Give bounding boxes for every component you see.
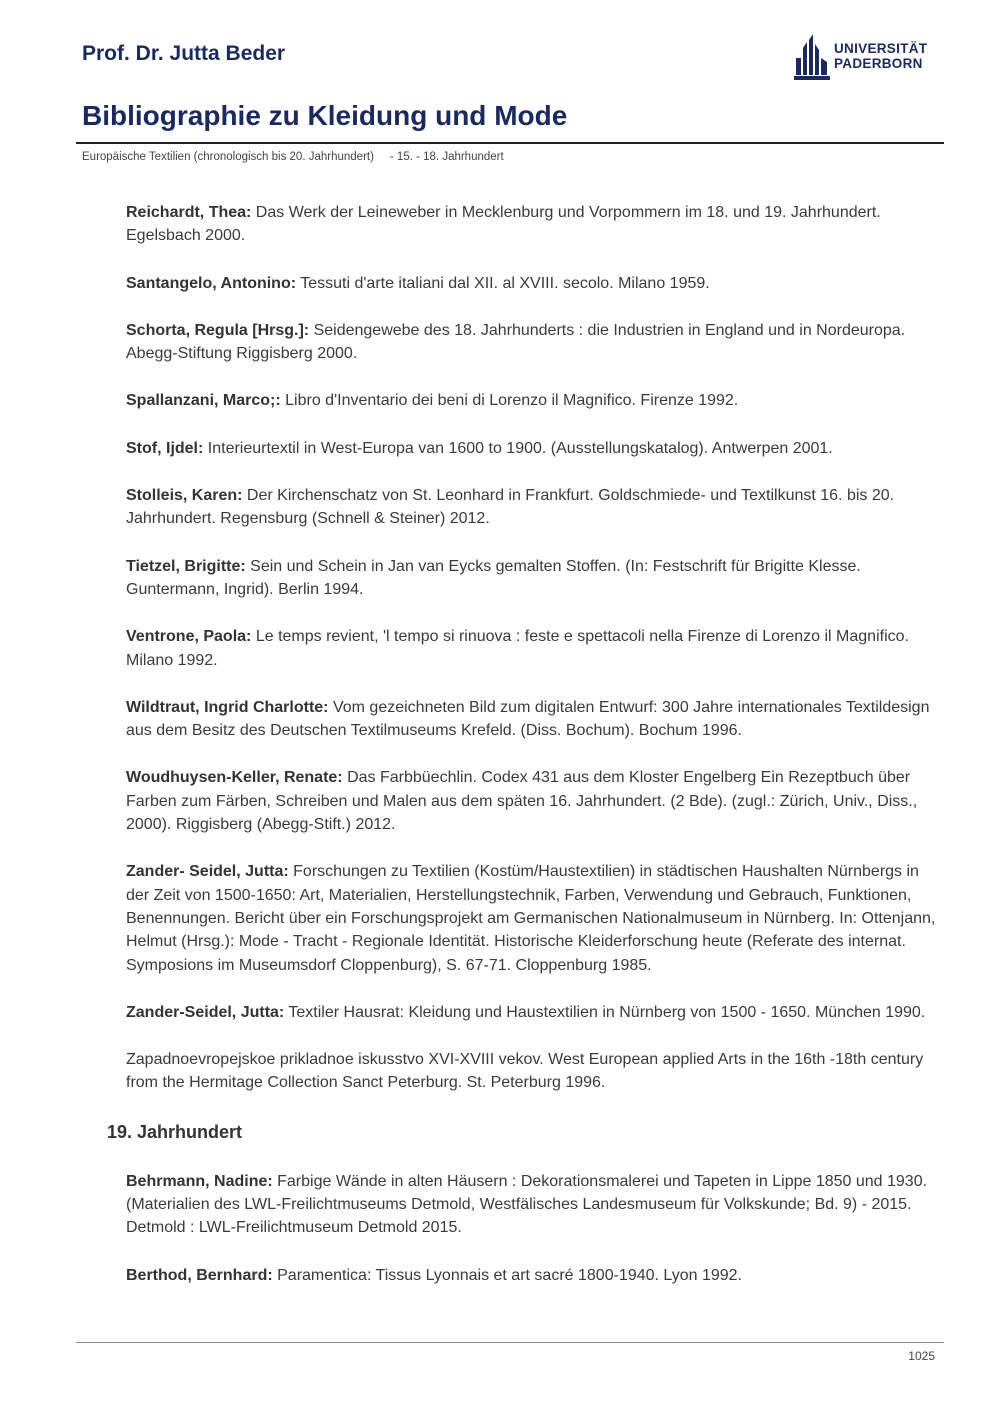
bibliography-entry	[126, 389, 941, 412]
bibliography-entry	[126, 437, 941, 460]
entry-author: Santangelo, Antonino:	[126, 274, 297, 292]
entry-text: Zapadnoevropejskoe prikladnoe iskusstvo XVI-XVIII vekov. West European applied Arts in the 16th -18th century from the Hermitage Collection Sanct Peterburg. St. Peterburg 1996.	[126, 1051, 924, 1092]
entry-text: Paramentica: Tissus Lyonnais et art sacré 1800-1940. Lyon 1992.	[272, 1266, 742, 1284]
author-name: Prof. Dr. Jutta Beder	[82, 42, 286, 65]
entry-text: Seidengewebe des 18. Jahrhunderts : die Industrien in England und in Nordeuropa. Abegg-Stiftung Riggisberg 2000.	[126, 321, 906, 363]
bibliography-entry	[126, 860, 941, 976]
entry-author: Zander-Seidel, Jutta:	[126, 1003, 285, 1021]
document-title: Bibliographie zu Kleidung und Mode	[82, 100, 568, 131]
bibliography-entry	[126, 1264, 941, 1287]
logo-line-2: PADERBORN	[834, 56, 923, 71]
bibliography-entry	[126, 201, 941, 248]
entry-author: Schorta, Regula [Hrsg.]:	[126, 321, 310, 339]
entry-text: Das Farbbüechlin. Codex 431 aus dem Kloster Engelberg Ein Rezeptbuch über Farben zum Färben, Schreiben und Malen aus dem späten 16. Jahrhundert. (2 Bde). (zugl.: Zürich, Univ., Diss., 2000). Riggisberg (Abegg-Stift.) 2012.	[126, 769, 918, 834]
bibliography-entry	[126, 625, 941, 672]
entry-author: Stolleis, Karen:	[126, 487, 243, 505]
entry-text: Le temps revient, 'l tempo si rinuova : feste e spettacoli nella Firenze di Lorenzo il Magnifico. Milano 1992.	[126, 628, 909, 669]
entry-text: Farbige Wände in alten Häusern : Dekorationsmalerei und Tapeten in Lippe 1850 und 1930. (Materialien des LWL-Freilichtmuseums Detmold, Westfälisches Landesmuseum für Volkskunde; Bd. 9) - 2015. Detmold : LWL-Freilichtmuseum Detmold 2015.	[126, 1172, 928, 1237]
entry-text: Interieurtextil in West-Europa van 1600 to 1900. (Ausstellungskatalog). Antwerpen 2001.	[203, 439, 833, 457]
bibliography-entry	[126, 484, 941, 531]
entry-text: Forschungen zu Textilien (Kostüm/Haustextilien) in städtischen Haushalten Nürnbergs in der Zeit von 1500-1650: Art, Materialien, Herstellungstechnik, Farben, Verwendung und Gebrauch, Funktionen, Benennungen. Bericht über ein Forschungsprojekt am Germanischen Nationalmuseum in Nürnberg. In: Ottenjann, Helmut (Hrsg.): Mode - Tracht - Regionale Identität. Historische Kleiderforschung heute (Referate des internat. Symposions im Museumsdorf Cloppenburg), S. 67-71. Cloppenburg 1985.	[126, 863, 936, 974]
bibliography-entry	[126, 319, 941, 366]
header-divider	[76, 142, 944, 144]
university-logo	[794, 32, 927, 80]
logo-line-1: UNIVERSITÄT	[834, 41, 928, 56]
entry-author: Berthod, Bernhard:	[126, 1266, 273, 1284]
section-heading: 19. Jahrhundert	[107, 1121, 243, 1142]
entry-text: Libro d'Inventario dei beni di Lorenzo il Magnifico. Firenze 1992.	[280, 392, 739, 410]
footer-divider	[76, 1342, 944, 1343]
entry-author: Woudhuysen-Keller, Renate:	[126, 769, 343, 787]
entry-author: Stof, Ijdel:	[126, 439, 204, 457]
entry-author: Reichardt, Thea:	[126, 204, 252, 221]
breadcrumb: Europäische Textilien (chronologisch bis 20. Jahrhundert) - 15. - 18. Jahrhundert	[82, 151, 504, 163]
entry-text: Tessuti d'arte italiani dal XII. al XVIII. secolo. Milano 1959.	[296, 274, 710, 292]
entry-author: Behrmann, Nadine:	[126, 1172, 273, 1190]
bibliography-list	[0, 201, 1000, 1287]
entry-text: Textiler Hausrat: Kleidung und Haustextilien in Nürnberg von 1500 - 1650. München 1990.	[284, 1003, 926, 1021]
bibliography-entry	[126, 1048, 941, 1095]
university-logo-icon	[794, 32, 830, 80]
page-number: 1025	[908, 1349, 935, 1363]
bibliography-entry	[126, 1170, 941, 1240]
bibliography-entry	[126, 766, 941, 836]
entry-author: Zander- Seidel, Jutta:	[126, 863, 289, 881]
entry-author: Ventrone, Paola:	[126, 628, 252, 646]
entry-author: Tietzel, Brigitte:	[126, 557, 246, 575]
bibliography-entry	[126, 272, 941, 295]
entry-text: Sein und Schein in Jan van Eycks gemalten Stoffen. (In: Festschrift für Brigitte Klesse. Guntermann, Ingrid). Berlin 1994.	[126, 557, 861, 598]
entry-author: Spallanzani, Marco;:	[126, 392, 281, 410]
bibliography-entry	[126, 696, 941, 743]
bibliography-entry	[126, 1001, 941, 1024]
entry-text: Der Kirchenschatz von St. Leonhard in Frankfurt. Goldschmiede- und Textilkunst 16. bis 20. Jahrhundert. Regensburg (Schnell & Steiner) 2012.	[126, 487, 895, 528]
bibliography-entry	[126, 555, 941, 602]
entry-text: Vom gezeichneten Bild zum digitalen Entwurf: 300 Jahre internationales Textildesign aus dem Besitz des Deutschen Textilmuseums Krefeld. (Diss. Bochum). Bochum 1996.	[126, 698, 930, 740]
entry-text: Das Werk der Leineweber in Mecklenburg und Vorpommern im 18. und 19. Jahrhundert. Egelsbach 2000.	[126, 204, 881, 245]
entry-author: Wildtraut, Ingrid Charlotte:	[126, 698, 329, 716]
